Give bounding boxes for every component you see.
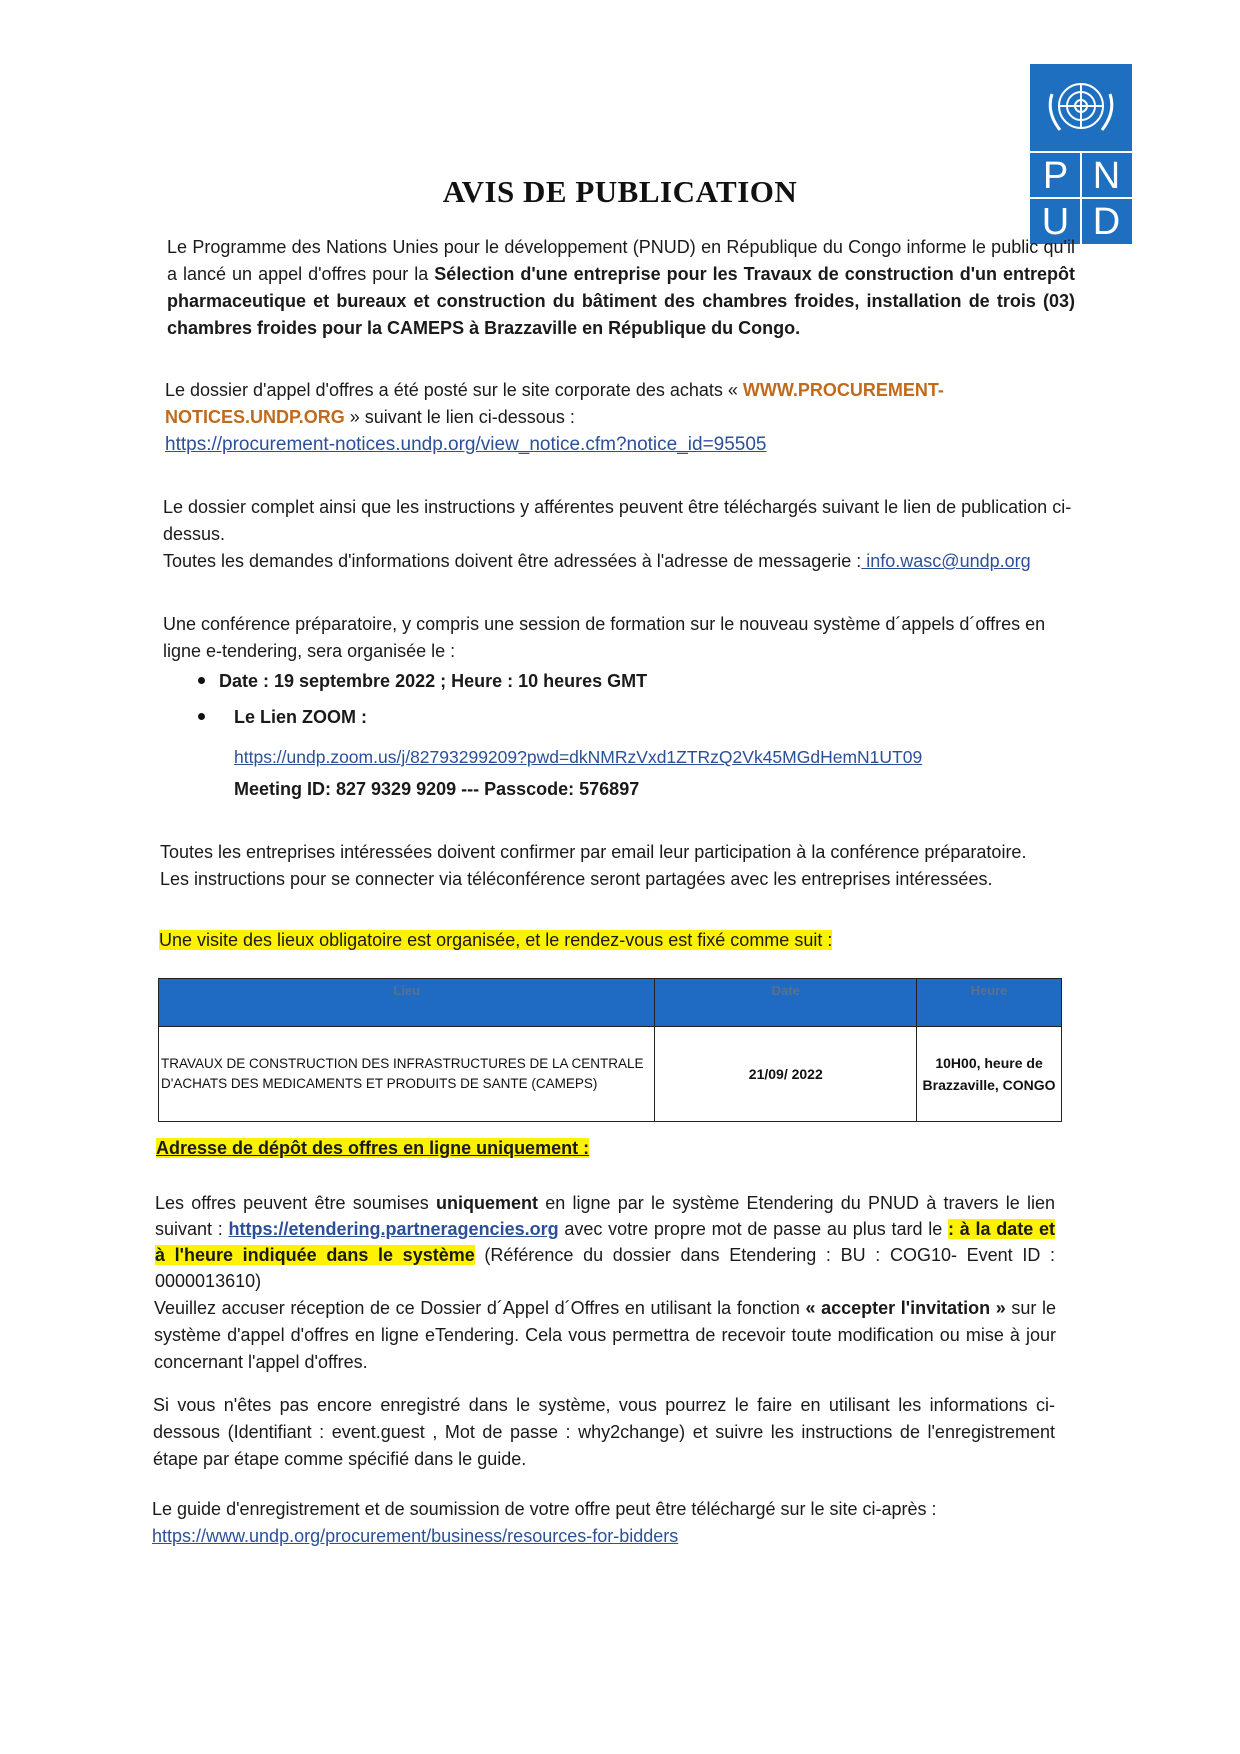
dossier-text: Le dossier d'appel d'offres a été posté sur le site corporate des achats «: [165, 380, 743, 400]
conference-paragraph: Une conférence préparatoire, y compris une session de formation sur le nouveau système d´appels d´offres en ligne e-tendering, sera organisée le :: [163, 614, 1046, 661]
column-header-lieu: Lieu: [159, 979, 655, 1027]
etendering-link[interactable]: https://etendering.partneragencies.org: [228, 1219, 559, 1239]
adresse-heading: [156, 1135, 589, 1162]
adresse-text: Adresse de dépôt des offres en ligne uniquement :: [156, 1138, 590, 1158]
zoom-link[interactable]: https://undp.zoom.us/j/82793299209?pwd=dkNMRzVxd1ZTRzQ2Vk45MGdHemN1UT09: [234, 747, 923, 767]
procurement-notice-link[interactable]: https://procurement-notices.undp.org/view_notice.cfm?notice_id=95505: [165, 434, 767, 455]
enregistre-paragraph: Si vous n'êtes pas encore enregistré dans le système, vous pourrez le faire en utilisant les informations ci-dessous (Identifiant : event.guest , Mot de passe : why2change) et suivre les instructions de l'enregistrement étape par étape comme spécifié dans le guide.: [153, 1395, 1055, 1469]
logo-letter-n: N: [1092, 155, 1121, 197]
page-title: AVIS DE PUBLICATION: [442, 174, 798, 209]
bullet-icon: [198, 677, 205, 684]
complet-paragraph: [163, 494, 1083, 575]
guide-paragraph: [152, 1496, 1072, 1550]
offres-text-3: avec votre propre mot de passe au plus tard le: [558, 1219, 948, 1239]
offres-text-2: en ligne par le système Etendering du PNUD à travers le lien suivant :: [155, 1193, 1055, 1239]
logo-letter-u: U: [1041, 201, 1070, 243]
offres-text-4: (Référence du dossier dans Etendering : BU : COG10- Event ID : 0000013610): [155, 1245, 1055, 1291]
cell-date: 21/09/ 2022: [655, 1027, 917, 1122]
guide-text: Le guide d'enregistrement et de soumission de votre offre peut être téléchargé sur le site ci-après :: [152, 1499, 937, 1519]
visite-text: Une visite des lieux obligatoire est organisée, et le rendez-vous est fixé comme suit :: [159, 930, 833, 950]
offres-text-1: Les offres peuvent être soumises: [155, 1193, 436, 1213]
intro-bold: Sélection d'une entreprise pour les Travaux de construction d'un entrepôt pharmaceutique et bureaux et construction du bâtiment des chambres froides, installation de trois (03) chambres froides pour la CAMEPS à Brazzaville en République du Congo.: [167, 264, 1075, 338]
meeting-credentials: Meeting ID: 827 9329 9209 --- Passcode: 576897: [234, 779, 640, 799]
visite-heading: [159, 927, 832, 954]
confirm-line-1: Toutes les entreprises intéressées doivent confirmer par email leur participation à la conférence préparatoire.: [160, 842, 1027, 862]
intro-text: Le Programme des Nations Unies pour le développement (PNUD) en République du Congo informe le public qu'il a lancé un appel d'offres pour la: [167, 237, 1075, 284]
conference-date: Date : 19 septembre 2022 ; Heure : 10 heures GMT: [219, 671, 648, 691]
offres-uniquement: uniquement: [435, 1193, 538, 1213]
table-row: [159, 1027, 1062, 1122]
accuser-paragraph: [154, 1295, 1056, 1376]
logo-letter-p: P: [1042, 155, 1069, 197]
zoom-label: Le Lien ZOOM :: [234, 707, 367, 727]
confirm-paragraph: [160, 839, 1090, 893]
offres-deadline: : à la date et à l'heure indiquée dans le système: [155, 1219, 1055, 1265]
email-link[interactable]: info.wasc@undp.org: [861, 551, 1031, 571]
complet-text: Le dossier complet ainsi que les instructions y afférentes peuvent être téléchargés suivant le lien de publication ci-dessus.: [163, 497, 1072, 544]
procurement-site-link[interactable]: WWW.PROCUREMENT-NOTICES.UNDP.ORG: [165, 380, 944, 427]
column-header-date: Date: [655, 979, 917, 1027]
intro-paragraph: [167, 234, 1075, 342]
accuser-text-1: Veuillez accuser réception de ce Dossier d´Appel d´Offres en utilisant la fonction: [154, 1298, 806, 1318]
logo-letter-d: D: [1092, 201, 1121, 243]
accepter-invitation: « accepter l'invitation »: [805, 1298, 1006, 1318]
column-header-heure: Heure: [917, 979, 1062, 1027]
undp-logo: [1030, 64, 1132, 244]
dossier-text-2: » suivant le lien ci-dessous :: [344, 407, 575, 427]
cell-heure: 10H00, heure de Brazzaville, CONGO: [917, 1027, 1062, 1122]
demandes-text: Toutes les demandes d'informations doivent être adressées à l'adresse de messagerie :: [163, 551, 862, 571]
bullet-icon: [198, 713, 205, 720]
confirm-line-2: Les instructions pour se connecter via téléconférence seront partagées avec les entreprises intéressées.: [160, 869, 993, 889]
cell-lieu: TRAVAUX DE CONSTRUCTION DES INFRASTRUCTURES DE LA CENTRALE D'ACHATS DES MEDICAMENTS ET PRODUITS DE SANTE (CAMEPS): [159, 1027, 655, 1122]
resources-for-bidders-link[interactable]: https://www.undp.org/procurement/business/resources-for-bidders: [152, 1526, 679, 1546]
visit-table: [158, 978, 1062, 1122]
dossier-paragraph: [165, 377, 965, 458]
offres-paragraph: [155, 1190, 1055, 1294]
accuser-text-2: sur le système d'appel d'offres en ligne eTendering. Cela vous permettra de recevoir toute modification ou mise à jour concernant l'appel d'offres.: [154, 1298, 1056, 1372]
